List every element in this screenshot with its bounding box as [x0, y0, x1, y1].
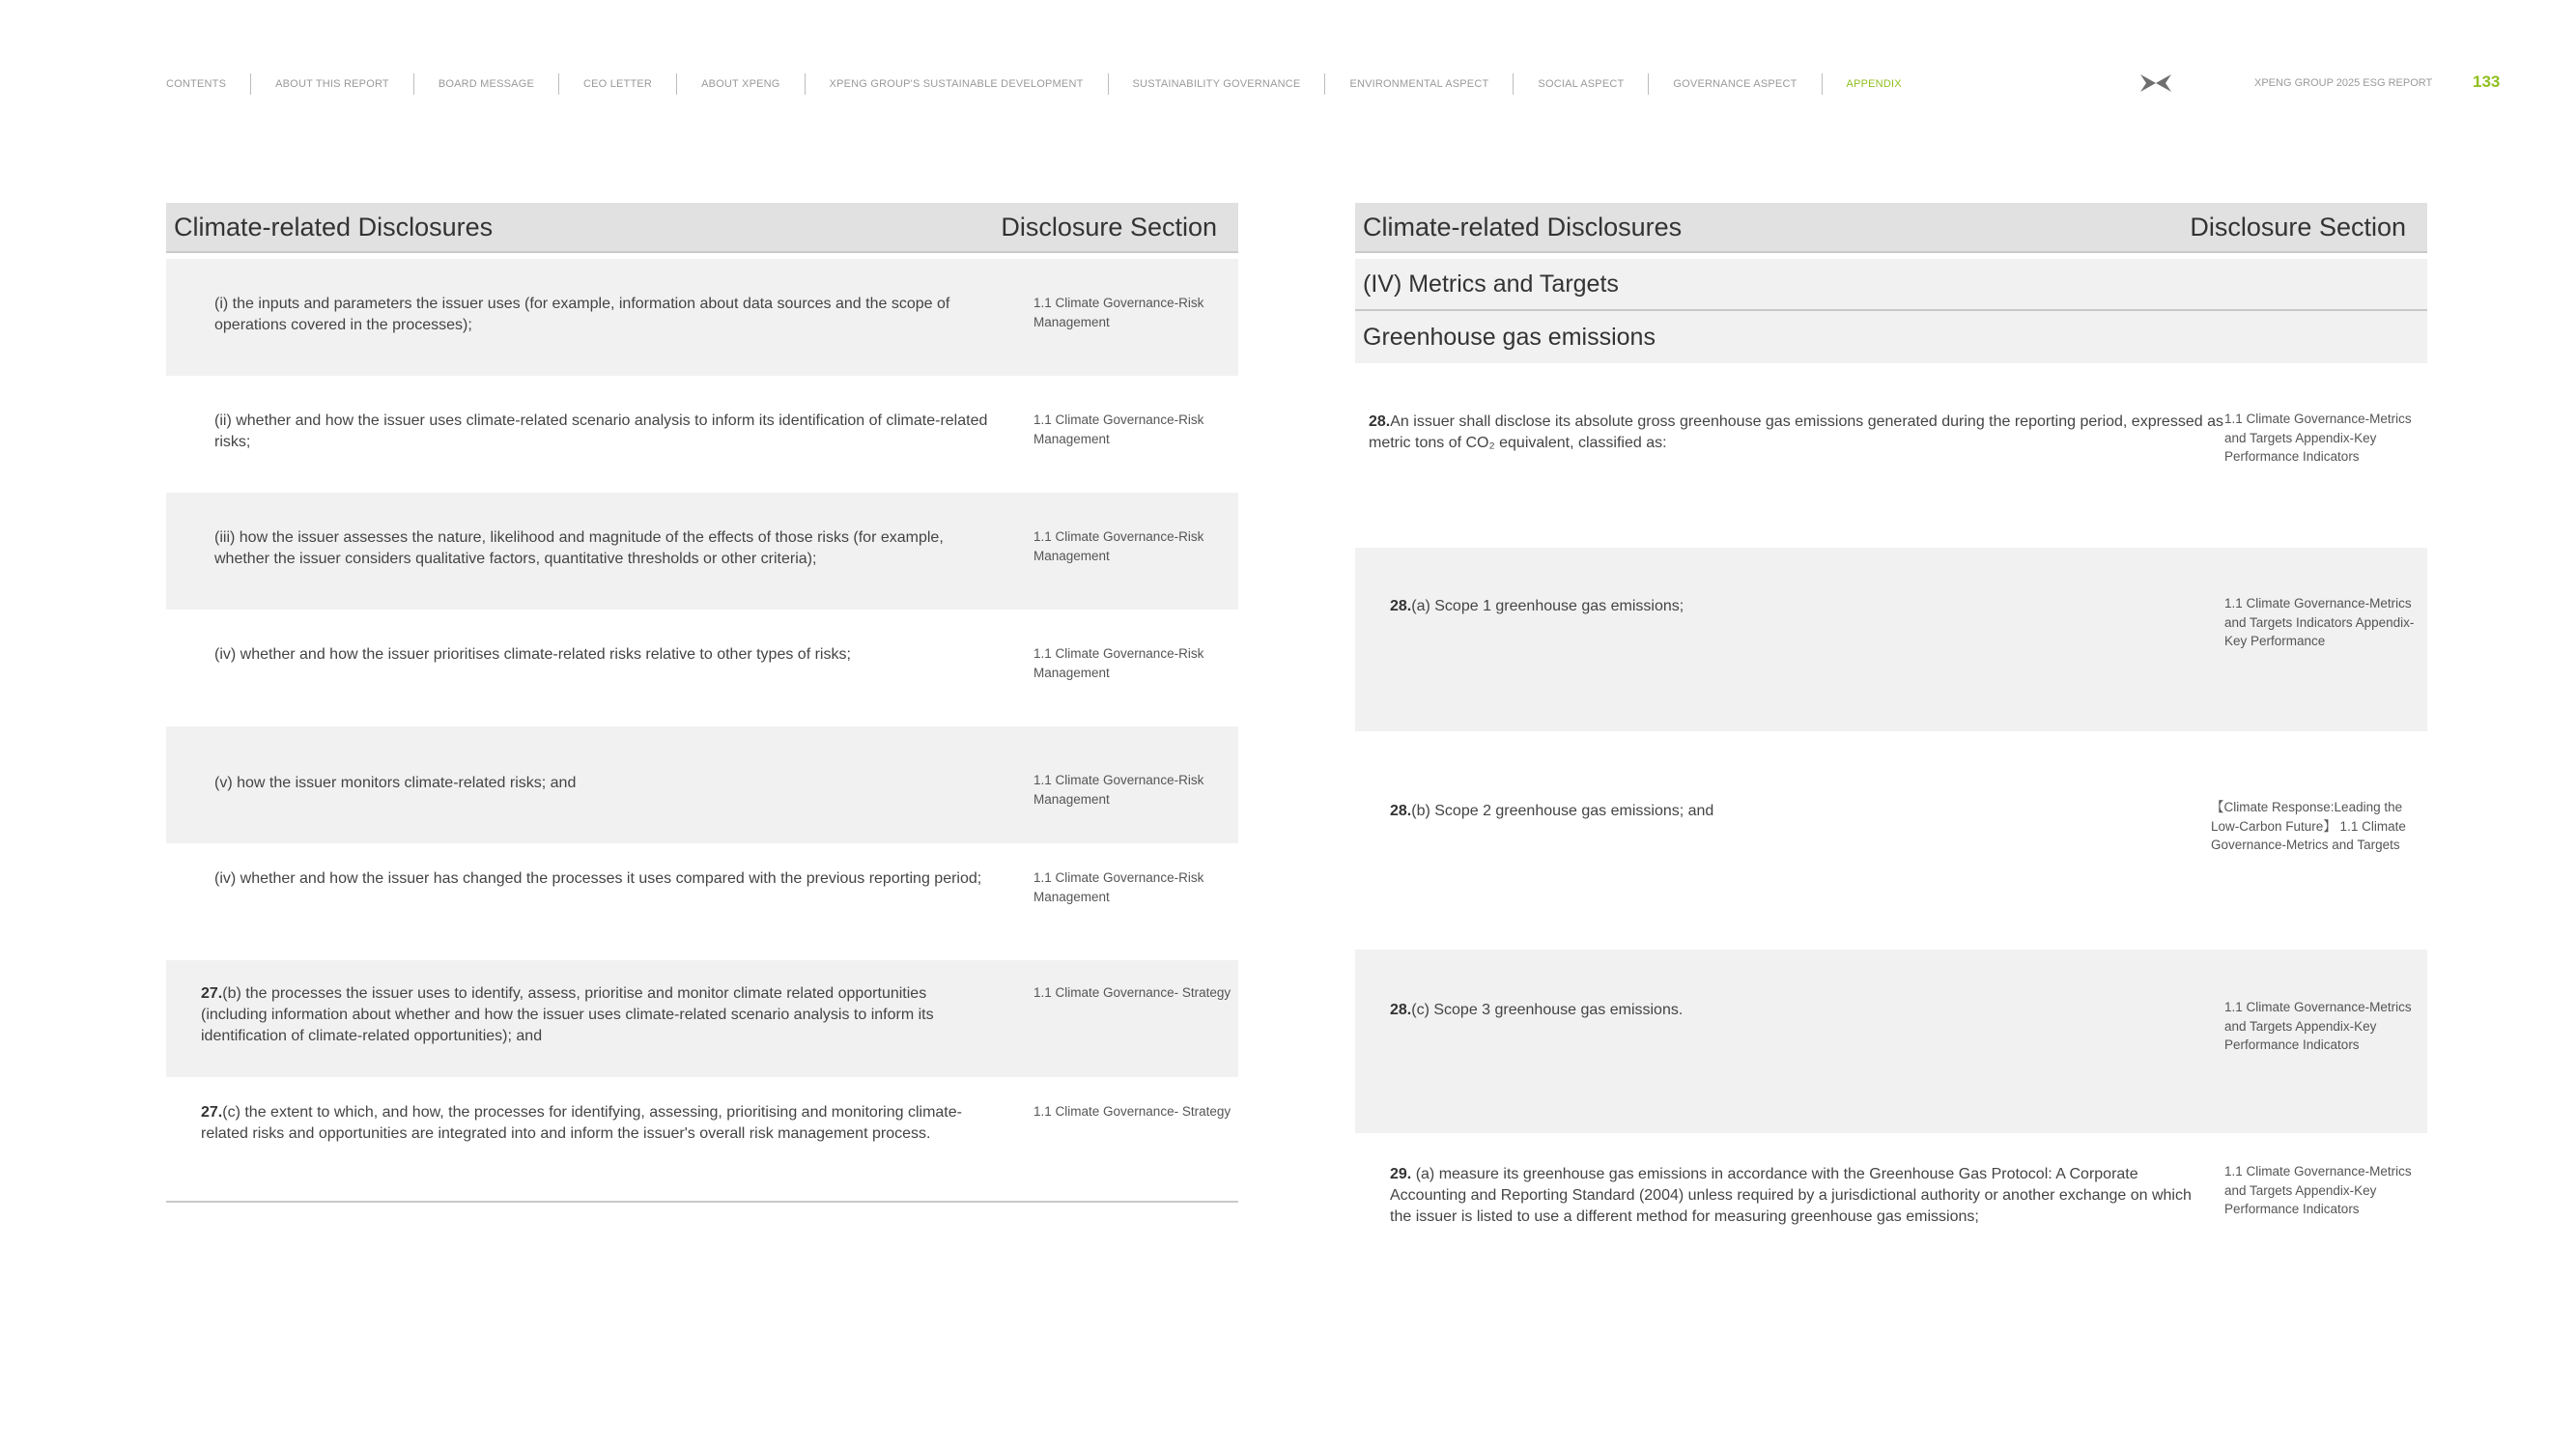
nav-environmental-aspect[interactable]: ENVIRONMENTAL ASPECT [1324, 73, 1513, 95]
row-section: 1.1 Climate Governance-Metrics and Targets Appendix-Key Performance Indicators [2224, 412, 2412, 464]
row-description [1355, 1133, 2205, 1278]
row-description: (iii) how the issuer assesses the nature, likelihood and magnitude of the effects of those risks (for example, whether the issuer considers qualitative factors, quantitative thresholds or other criteria); [214, 529, 944, 567]
nav-social-aspect[interactable]: SOCIAL ASPECT [1513, 73, 1648, 95]
row-description: (iv) whether and how the issuer has changed the processes it uses compared with the previous reporting period; [214, 870, 982, 887]
row-section: 1.1 Climate Governance-Risk Management [1033, 646, 1204, 680]
item-number: 29. [1390, 1166, 1412, 1182]
table-row [1355, 363, 2427, 548]
table-header [1355, 203, 2427, 253]
row-description [1355, 731, 2224, 950]
row-section: 1.1 Climate Governance-Risk Management [1033, 412, 1204, 446]
table-row [166, 843, 1238, 960]
table-row [166, 493, 1238, 610]
nav-about-xpeng[interactable]: ABOUT XPENG [676, 73, 804, 95]
row-description [1355, 950, 2224, 1133]
row-section: 1.1 Climate Governance-Risk Management [1033, 870, 1204, 904]
item-text: (a) measure its greenhouse gas emissions in accordance with the Greenhouse Gas Protocol: A Corporate Accounting and Reporting Standard (2004) unless required by a jurisdictional authority or another exchange on which the issuer is listed to use a different method for measuring greenhouse gas emissions; [1390, 1166, 2192, 1225]
row-section: 1.1 Climate Governance-Risk Management [1033, 773, 1204, 807]
item-number: 28. [1390, 598, 1412, 614]
item-text: An issuer shall disclose its absolute gross greenhouse gas emissions generated during the reporting period, expressed as metric tons of CO₂ equivalent, classified as: [1369, 413, 2223, 451]
nav-appendix[interactable]: APPENDIX [1822, 73, 1926, 95]
nav-ceo-letter[interactable]: CEO LETTER [558, 73, 676, 95]
subheading-ghg-emissions: Greenhouse gas emissions [1355, 311, 2427, 363]
table-row [166, 259, 1238, 376]
report-title: XPENG GROUP 2025 ESG REPORT [2254, 77, 2433, 89]
page-number: 133 [2473, 72, 2501, 91]
item-number: 27. [201, 1104, 223, 1121]
header-section: Disclosure Section [1001, 212, 1217, 242]
item-text: (b) Scope 2 greenhouse gas emissions; and [1411, 803, 1714, 819]
item-text: (c) the extent to which, and how, the processes for identifying, assessing, prioritising and monitoring climate-related risks and opportunities are integrated into and inform the issuer's overall risk management process. [201, 1104, 962, 1142]
row-description [1355, 548, 2224, 731]
row-section: 1.1 Climate Governance- Strategy [1033, 1104, 1231, 1119]
table-row [166, 960, 1238, 1077]
table-row [1355, 950, 2427, 1133]
item-text: (b) the processes the issuer uses to identify, assess, prioritise and monitor climate related opportunities (including information about whether and how the issuer uses climate-related scenario analysis to inform its identification of climate-related opportunities); and [201, 985, 934, 1044]
table-row [1355, 548, 2427, 731]
nav-governance-aspect[interactable]: GOVERNANCE ASPECT [1648, 73, 1821, 95]
header-disclosures: Climate-related Disclosures [174, 212, 494, 242]
table-bottom-rule [166, 1201, 1238, 1203]
row-section: 1.1 Climate Governance-Risk Management [1033, 296, 1204, 329]
row-section: 1.1 Climate Governance-Metrics and Targets Appendix-Key Performance Indicators [2224, 1164, 2412, 1216]
nav-board-message[interactable]: BOARD MESSAGE [413, 73, 558, 95]
item-text: (c) Scope 3 greenhouse gas emissions. [1411, 1002, 1684, 1018]
nav-about-this-report[interactable]: ABOUT THIS REPORT [250, 73, 413, 95]
row-section: 1.1 Climate Governance-Risk Management [1033, 529, 1204, 563]
right-disclosure-table [1355, 203, 2427, 1278]
item-number: 27. [201, 985, 223, 1002]
table-row [166, 610, 1238, 726]
row-description: (v) how the issuer monitors climate-related risks; and [214, 775, 577, 791]
nav-contents[interactable]: CONTENTS [166, 78, 227, 90]
top-navigation [166, 73, 1926, 95]
item-number: 28. [1390, 803, 1412, 819]
row-description [1355, 363, 2224, 548]
item-number: 28. [1369, 413, 1391, 430]
row-description: (i) the inputs and parameters the issuer uses (for example, information about data sources and the scope of operations covered in the processes); [214, 296, 950, 333]
left-disclosure-table [166, 203, 1238, 1203]
header-section: Disclosure Section [2190, 212, 2406, 242]
row-section: 1.1 Climate Governance-Metrics and Targets Indicators Appendix-Key Performance [2224, 596, 2415, 648]
item-number: 28. [1390, 1002, 1412, 1018]
xpeng-logo-icon [2139, 71, 2172, 95]
row-description [166, 1077, 997, 1194]
row-section: 1.1 Climate Governance-Metrics and Targets Appendix-Key Performance Indicators [2224, 1000, 2412, 1052]
item-text: (a) Scope 1 greenhouse gas emissions; [1411, 598, 1684, 614]
table-header [166, 203, 1238, 253]
nav-sustainability-governance[interactable]: SUSTAINABILITY GOVERNANCE [1108, 73, 1325, 95]
row-description: (iv) whether and how the issuer prioritises climate-related risks relative to other types of risks; [214, 646, 851, 663]
subheading-metrics-targets: (IV) Metrics and Targets [1355, 259, 2427, 311]
row-description [166, 960, 997, 1077]
table-row [1355, 1133, 2427, 1278]
table-row [166, 1077, 1238, 1194]
nav-sustainable-development[interactable]: XPENG GROUP'S SUSTAINABLE DEVELOPMENT [805, 73, 1108, 95]
row-section: 1.1 Climate Governance- Strategy [1033, 985, 1231, 1000]
row-section: 【Climate Response:Leading the Low-Carbon Future】 1.1 Climate Governance-Metrics and Targets [2211, 800, 2406, 852]
table-row [166, 726, 1238, 843]
row-description: (ii) whether and how the issuer uses climate-related scenario analysis to inform its identification of climate-related risks; [214, 412, 988, 450]
table-row [1355, 731, 2427, 950]
table-row [166, 376, 1238, 493]
header-disclosures: Climate-related Disclosures [1363, 212, 1683, 242]
